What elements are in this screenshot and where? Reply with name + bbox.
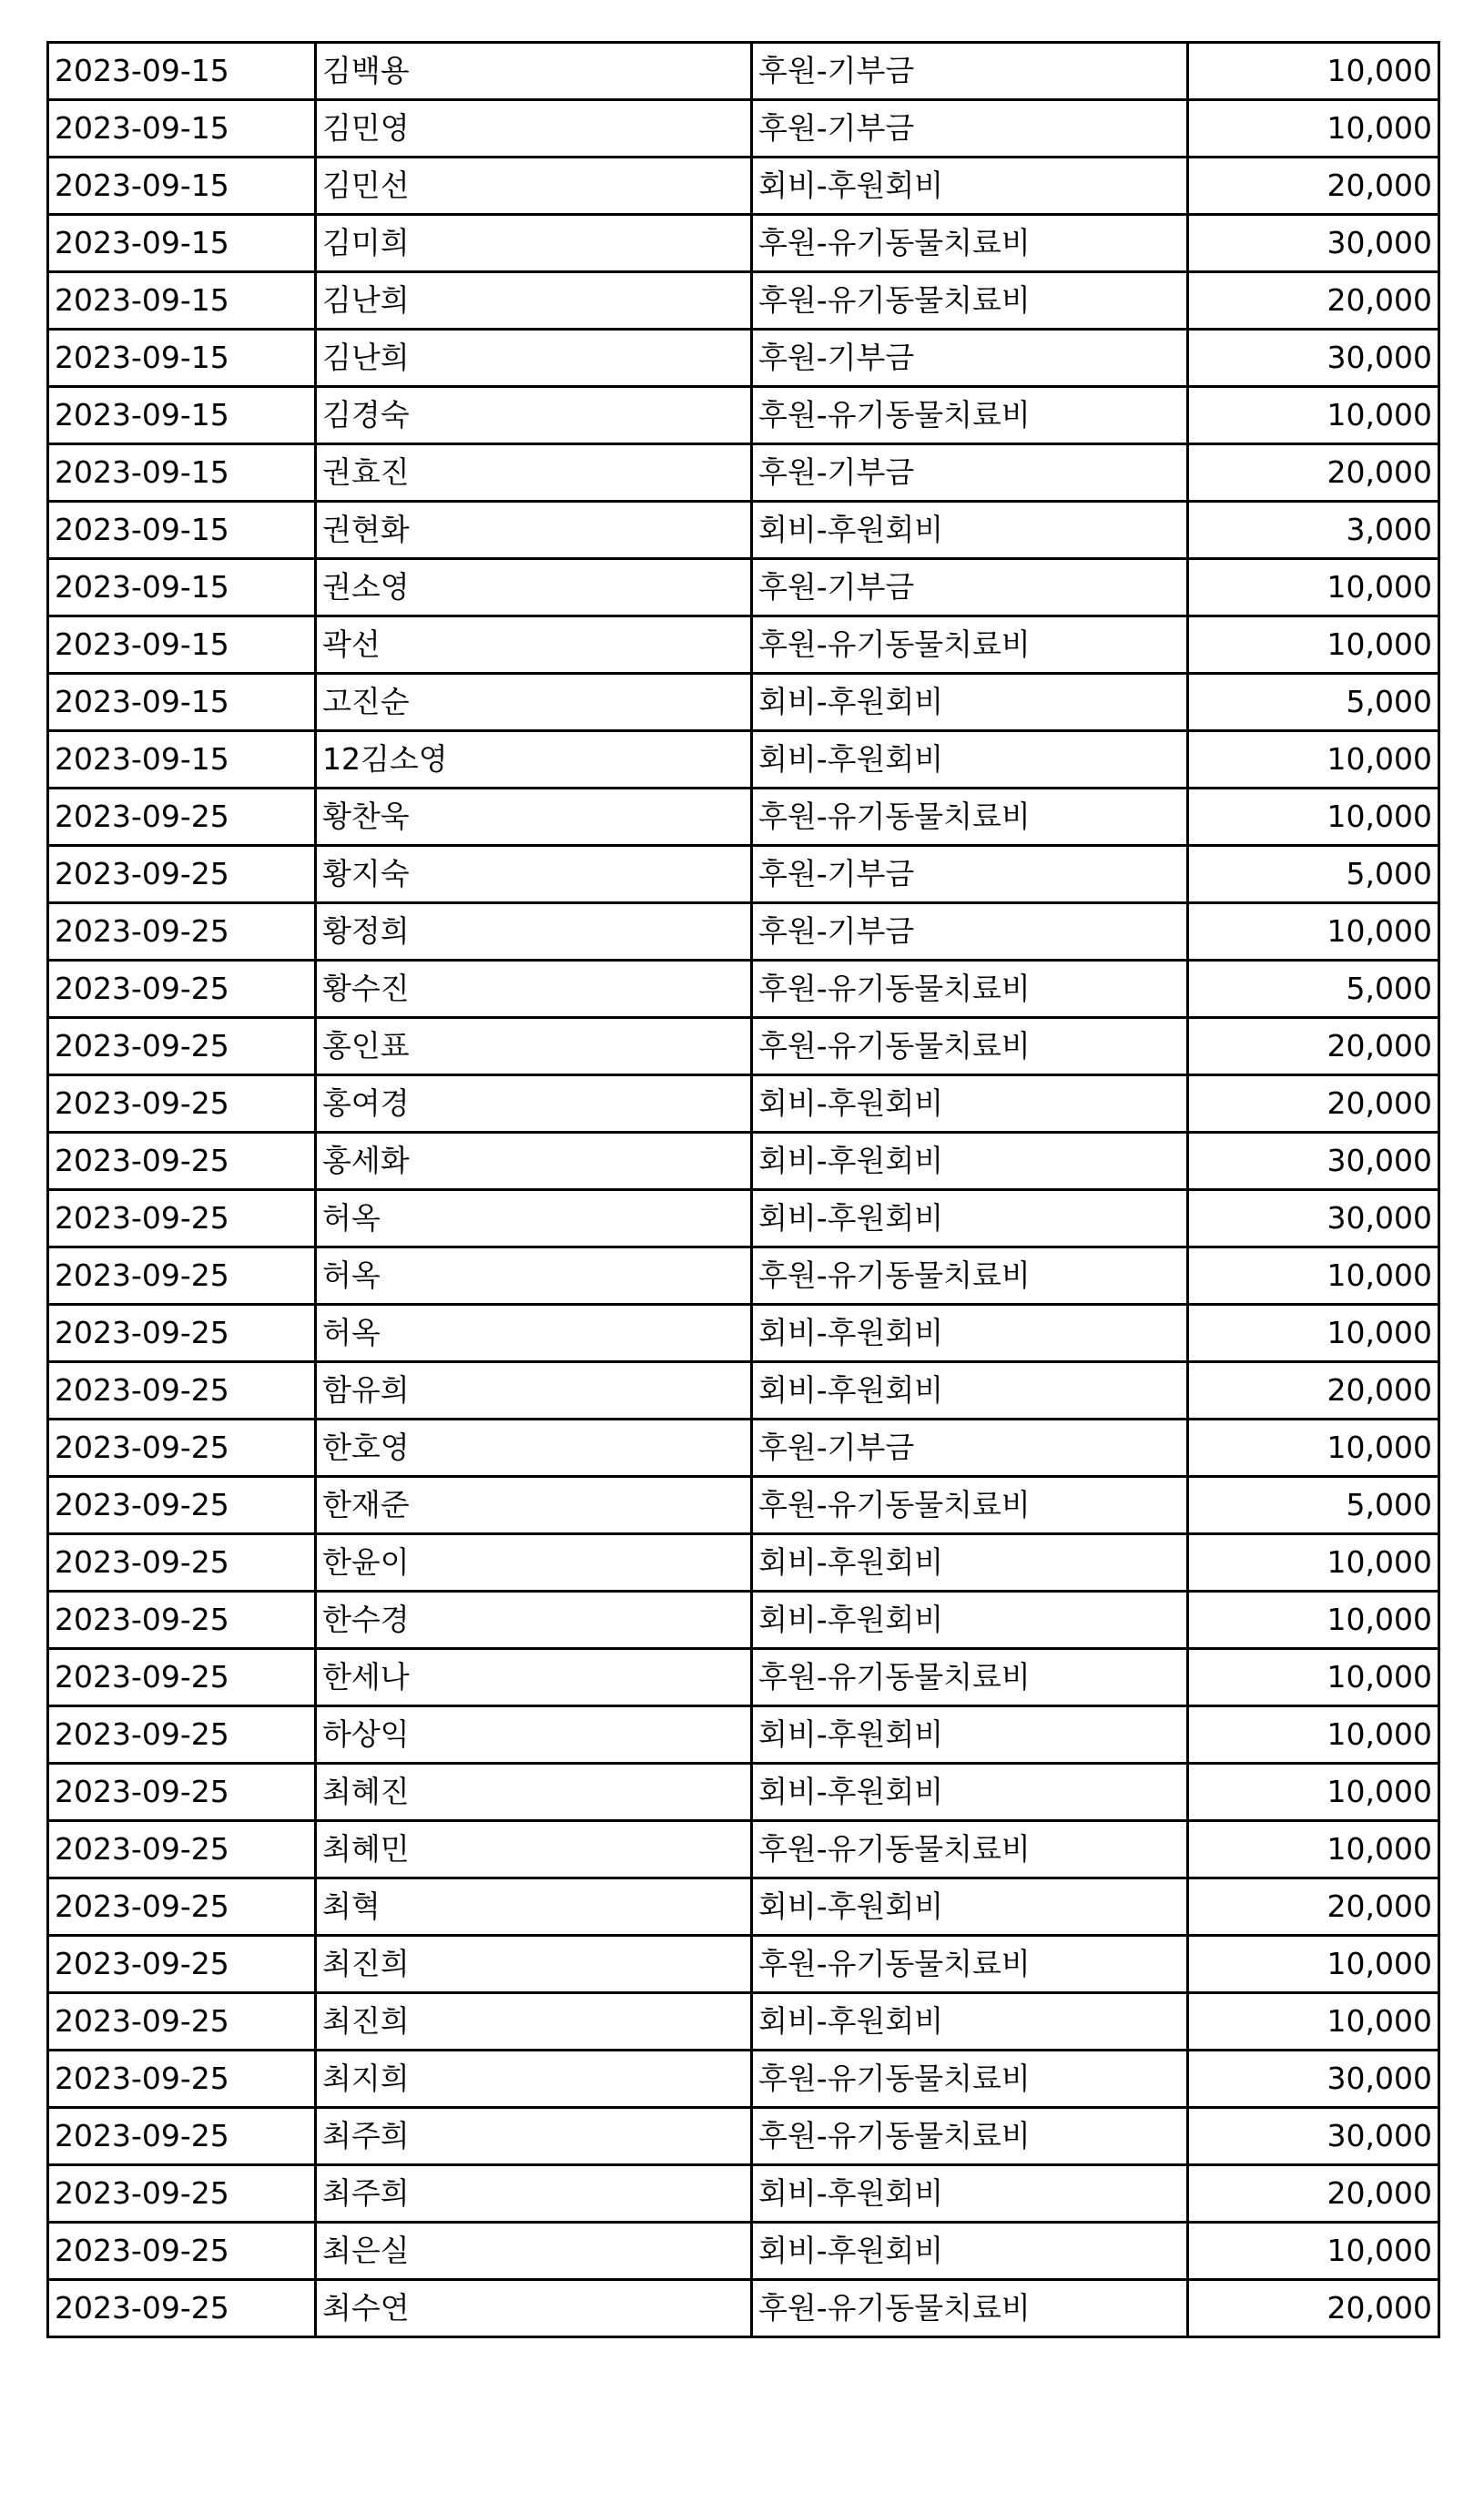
table-row [48, 846, 1439, 903]
amount-cell: 10,000 [1188, 1649, 1439, 1706]
amount-cell: 10,000 [1188, 1706, 1439, 1764]
date-cell: 2023-09-25 [48, 2051, 316, 2108]
date-cell: 2023-09-25 [48, 1420, 316, 1477]
category-cell: 회비-후원회비 [752, 1764, 1188, 1821]
table-row [48, 1821, 1439, 1878]
table-row [48, 444, 1439, 502]
amount-cell: 10,000 [1188, 731, 1439, 789]
date-cell: 2023-09-15 [48, 444, 316, 502]
amount-cell: 30,000 [1188, 1190, 1439, 1247]
table-row [48, 961, 1439, 1018]
donor-name-cell: 최혜진 [316, 1764, 752, 1821]
table-row [48, 1477, 1439, 1534]
donor-name-cell: 권소영 [316, 559, 752, 616]
category-cell: 후원-기부금 [752, 846, 1188, 903]
date-cell: 2023-09-15 [48, 100, 316, 158]
donor-name-cell: 홍인표 [316, 1018, 752, 1075]
table-row [48, 43, 1439, 100]
table-row [48, 1190, 1439, 1247]
table-row [48, 559, 1439, 616]
table-row [48, 616, 1439, 674]
date-cell: 2023-09-25 [48, 1018, 316, 1075]
amount-cell: 10,000 [1188, 1247, 1439, 1305]
donor-name-cell: 김경숙 [316, 387, 752, 444]
date-cell: 2023-09-15 [48, 330, 316, 387]
category-cell: 후원-유기동물치료비 [752, 1018, 1188, 1075]
donor-name-cell: 12김소영 [316, 731, 752, 789]
amount-cell: 20,000 [1188, 272, 1439, 330]
amount-cell: 10,000 [1188, 100, 1439, 158]
amount-cell: 10,000 [1188, 387, 1439, 444]
category-cell: 회비-후원회비 [752, 1706, 1188, 1764]
category-cell: 후원-유기동물치료비 [752, 1477, 1188, 1534]
donor-name-cell: 함유희 [316, 1362, 752, 1420]
amount-cell: 10,000 [1188, 1592, 1439, 1649]
amount-cell: 3,000 [1188, 502, 1439, 559]
amount-cell: 20,000 [1188, 2280, 1439, 2337]
donor-name-cell: 허옥 [316, 1247, 752, 1305]
donor-name-cell: 허옥 [316, 1190, 752, 1247]
category-cell: 후원-기부금 [752, 559, 1188, 616]
category-cell: 후원-유기동물치료비 [752, 2108, 1188, 2165]
amount-cell: 20,000 [1188, 1075, 1439, 1133]
donor-name-cell: 황지숙 [316, 846, 752, 903]
donor-name-cell: 허옥 [316, 1305, 752, 1362]
date-cell: 2023-09-25 [48, 1477, 316, 1534]
date-cell: 2023-09-25 [48, 1362, 316, 1420]
category-cell: 후원-기부금 [752, 100, 1188, 158]
date-cell: 2023-09-25 [48, 2280, 316, 2337]
date-cell: 2023-09-25 [48, 1649, 316, 1706]
date-cell: 2023-09-25 [48, 1706, 316, 1764]
date-cell: 2023-09-25 [48, 1133, 316, 1190]
amount-cell: 20,000 [1188, 158, 1439, 215]
date-cell: 2023-09-25 [48, 903, 316, 961]
category-cell: 후원-유기동물치료비 [752, 1649, 1188, 1706]
table-row [48, 1420, 1439, 1477]
table-row [48, 1764, 1439, 1821]
table-row [48, 158, 1439, 215]
date-cell: 2023-09-25 [48, 1764, 316, 1821]
table-row [48, 1592, 1439, 1649]
amount-cell: 10,000 [1188, 559, 1439, 616]
amount-cell: 10,000 [1188, 1821, 1439, 1878]
table-row [48, 502, 1439, 559]
category-cell: 후원-기부금 [752, 903, 1188, 961]
amount-cell: 10,000 [1188, 1420, 1439, 1477]
table-row [48, 1936, 1439, 1993]
table-row [48, 272, 1439, 330]
amount-cell: 10,000 [1188, 616, 1439, 674]
amount-cell: 20,000 [1188, 2165, 1439, 2223]
category-cell: 회비-후원회비 [752, 1305, 1188, 1362]
category-cell: 회비-후원회비 [752, 1534, 1188, 1592]
amount-cell: 5,000 [1188, 674, 1439, 731]
table-row [48, 2051, 1439, 2108]
donor-name-cell: 한윤이 [316, 1534, 752, 1592]
table-row [48, 1247, 1439, 1305]
table-row [48, 674, 1439, 731]
category-cell: 회비-후원회비 [752, 1592, 1188, 1649]
amount-cell: 20,000 [1188, 444, 1439, 502]
donor-name-cell: 한세나 [316, 1649, 752, 1706]
amount-cell: 30,000 [1188, 2108, 1439, 2165]
table-row [48, 1534, 1439, 1592]
donor-name-cell: 최지희 [316, 2051, 752, 2108]
amount-cell: 10,000 [1188, 1764, 1439, 1821]
donor-name-cell: 최수연 [316, 2280, 752, 2337]
amount-cell: 20,000 [1188, 1018, 1439, 1075]
amount-cell: 10,000 [1188, 2223, 1439, 2280]
donor-name-cell: 한호영 [316, 1420, 752, 1477]
date-cell: 2023-09-25 [48, 789, 316, 846]
donor-name-cell: 김민선 [316, 158, 752, 215]
category-cell: 후원-기부금 [752, 330, 1188, 387]
date-cell: 2023-09-25 [48, 846, 316, 903]
amount-cell: 10,000 [1188, 1993, 1439, 2051]
date-cell: 2023-09-25 [48, 1534, 316, 1592]
table-row [48, 1075, 1439, 1133]
table-row [48, 1993, 1439, 2051]
donation-ledger-table [46, 41, 1440, 2338]
amount-cell: 5,000 [1188, 961, 1439, 1018]
date-cell: 2023-09-25 [48, 1075, 316, 1133]
category-cell: 회비-후원회비 [752, 1190, 1188, 1247]
date-cell: 2023-09-15 [48, 674, 316, 731]
date-cell: 2023-09-25 [48, 1993, 316, 2051]
table-row [48, 330, 1439, 387]
amount-cell: 20,000 [1188, 1878, 1439, 1936]
category-cell: 회비-후원회비 [752, 1878, 1188, 1936]
table-row [48, 1305, 1439, 1362]
table-row [48, 1018, 1439, 1075]
ledger-body [48, 43, 1439, 2337]
table-row [48, 215, 1439, 272]
category-cell: 후원-유기동물치료비 [752, 387, 1188, 444]
table-row [48, 903, 1439, 961]
category-cell: 회비-후원회비 [752, 731, 1188, 789]
category-cell: 회비-후원회비 [752, 1362, 1188, 1420]
amount-cell: 10,000 [1188, 43, 1439, 100]
donor-name-cell: 권효진 [316, 444, 752, 502]
donor-name-cell: 황찬욱 [316, 789, 752, 846]
category-cell: 후원-유기동물치료비 [752, 789, 1188, 846]
date-cell: 2023-09-15 [48, 272, 316, 330]
table-row [48, 1362, 1439, 1420]
category-cell: 회비-후원회비 [752, 674, 1188, 731]
donor-name-cell: 곽선 [316, 616, 752, 674]
donor-name-cell: 김난희 [316, 330, 752, 387]
category-cell: 회비-후원회비 [752, 502, 1188, 559]
date-cell: 2023-09-25 [48, 1821, 316, 1878]
donor-name-cell: 최진희 [316, 1936, 752, 1993]
table-row [48, 2280, 1439, 2337]
category-cell: 회비-후원회비 [752, 158, 1188, 215]
category-cell: 후원-유기동물치료비 [752, 2051, 1188, 2108]
date-cell: 2023-09-25 [48, 1878, 316, 1936]
table-row [48, 2223, 1439, 2280]
donor-name-cell: 최진희 [316, 1993, 752, 2051]
amount-cell: 10,000 [1188, 789, 1439, 846]
donor-name-cell: 최주희 [316, 2108, 752, 2165]
table-row [48, 387, 1439, 444]
amount-cell: 30,000 [1188, 215, 1439, 272]
category-cell: 후원-기부금 [752, 1420, 1188, 1477]
amount-cell: 10,000 [1188, 1305, 1439, 1362]
table-row [48, 1649, 1439, 1706]
amount-cell: 10,000 [1188, 903, 1439, 961]
donor-name-cell: 황정희 [316, 903, 752, 961]
category-cell: 회비-후원회비 [752, 2165, 1188, 2223]
category-cell: 후원-유기동물치료비 [752, 215, 1188, 272]
donor-name-cell: 김난희 [316, 272, 752, 330]
date-cell: 2023-09-25 [48, 1190, 316, 1247]
amount-cell: 5,000 [1188, 846, 1439, 903]
donor-name-cell: 황수진 [316, 961, 752, 1018]
date-cell: 2023-09-15 [48, 731, 316, 789]
date-cell: 2023-09-25 [48, 2108, 316, 2165]
date-cell: 2023-09-15 [48, 43, 316, 100]
category-cell: 후원-유기동물치료비 [752, 1936, 1188, 1993]
category-cell: 후원-유기동물치료비 [752, 2280, 1188, 2337]
date-cell: 2023-09-25 [48, 1936, 316, 1993]
table-row [48, 789, 1439, 846]
date-cell: 2023-09-25 [48, 1592, 316, 1649]
date-cell: 2023-09-15 [48, 502, 316, 559]
category-cell: 후원-기부금 [752, 444, 1188, 502]
date-cell: 2023-09-25 [48, 2165, 316, 2223]
category-cell: 후원-유기동물치료비 [752, 616, 1188, 674]
donor-name-cell: 김백용 [316, 43, 752, 100]
date-cell: 2023-09-25 [48, 1305, 316, 1362]
donor-name-cell: 권현화 [316, 502, 752, 559]
amount-cell: 30,000 [1188, 2051, 1439, 2108]
donor-name-cell: 홍세화 [316, 1133, 752, 1190]
date-cell: 2023-09-15 [48, 616, 316, 674]
amount-cell: 20,000 [1188, 1362, 1439, 1420]
donor-name-cell: 홍여경 [316, 1075, 752, 1133]
donor-name-cell: 최주희 [316, 2165, 752, 2223]
date-cell: 2023-09-25 [48, 1247, 316, 1305]
date-cell: 2023-09-15 [48, 387, 316, 444]
date-cell: 2023-09-15 [48, 559, 316, 616]
date-cell: 2023-09-15 [48, 158, 316, 215]
category-cell: 후원-유기동물치료비 [752, 272, 1188, 330]
donor-name-cell: 하상익 [316, 1706, 752, 1764]
donor-name-cell: 최혜민 [316, 1821, 752, 1878]
table-row [48, 100, 1439, 158]
date-cell: 2023-09-25 [48, 2223, 316, 2280]
category-cell: 회비-후원회비 [752, 1075, 1188, 1133]
table-row [48, 731, 1439, 789]
category-cell: 후원-유기동물치료비 [752, 1247, 1188, 1305]
donor-name-cell: 한수경 [316, 1592, 752, 1649]
donor-name-cell: 최혁 [316, 1878, 752, 1936]
category-cell: 회비-후원회비 [752, 1993, 1188, 2051]
amount-cell: 5,000 [1188, 1477, 1439, 1534]
donor-name-cell: 한재준 [316, 1477, 752, 1534]
amount-cell: 30,000 [1188, 1133, 1439, 1190]
table-row [48, 1706, 1439, 1764]
category-cell: 후원-기부금 [752, 43, 1188, 100]
table-row [48, 2165, 1439, 2223]
category-cell: 회비-후원회비 [752, 1133, 1188, 1190]
amount-cell: 10,000 [1188, 1936, 1439, 1993]
table-row [48, 1878, 1439, 1936]
date-cell: 2023-09-15 [48, 215, 316, 272]
category-cell: 회비-후원회비 [752, 2223, 1188, 2280]
donor-name-cell: 김민영 [316, 100, 752, 158]
donor-name-cell: 최은실 [316, 2223, 752, 2280]
category-cell: 후원-유기동물치료비 [752, 1821, 1188, 1878]
date-cell: 2023-09-25 [48, 961, 316, 1018]
donor-name-cell: 김미희 [316, 215, 752, 272]
category-cell: 후원-유기동물치료비 [752, 961, 1188, 1018]
donor-name-cell: 고진순 [316, 674, 752, 731]
amount-cell: 30,000 [1188, 330, 1439, 387]
table-row [48, 1133, 1439, 1190]
amount-cell: 10,000 [1188, 1534, 1439, 1592]
table-row [48, 2108, 1439, 2165]
